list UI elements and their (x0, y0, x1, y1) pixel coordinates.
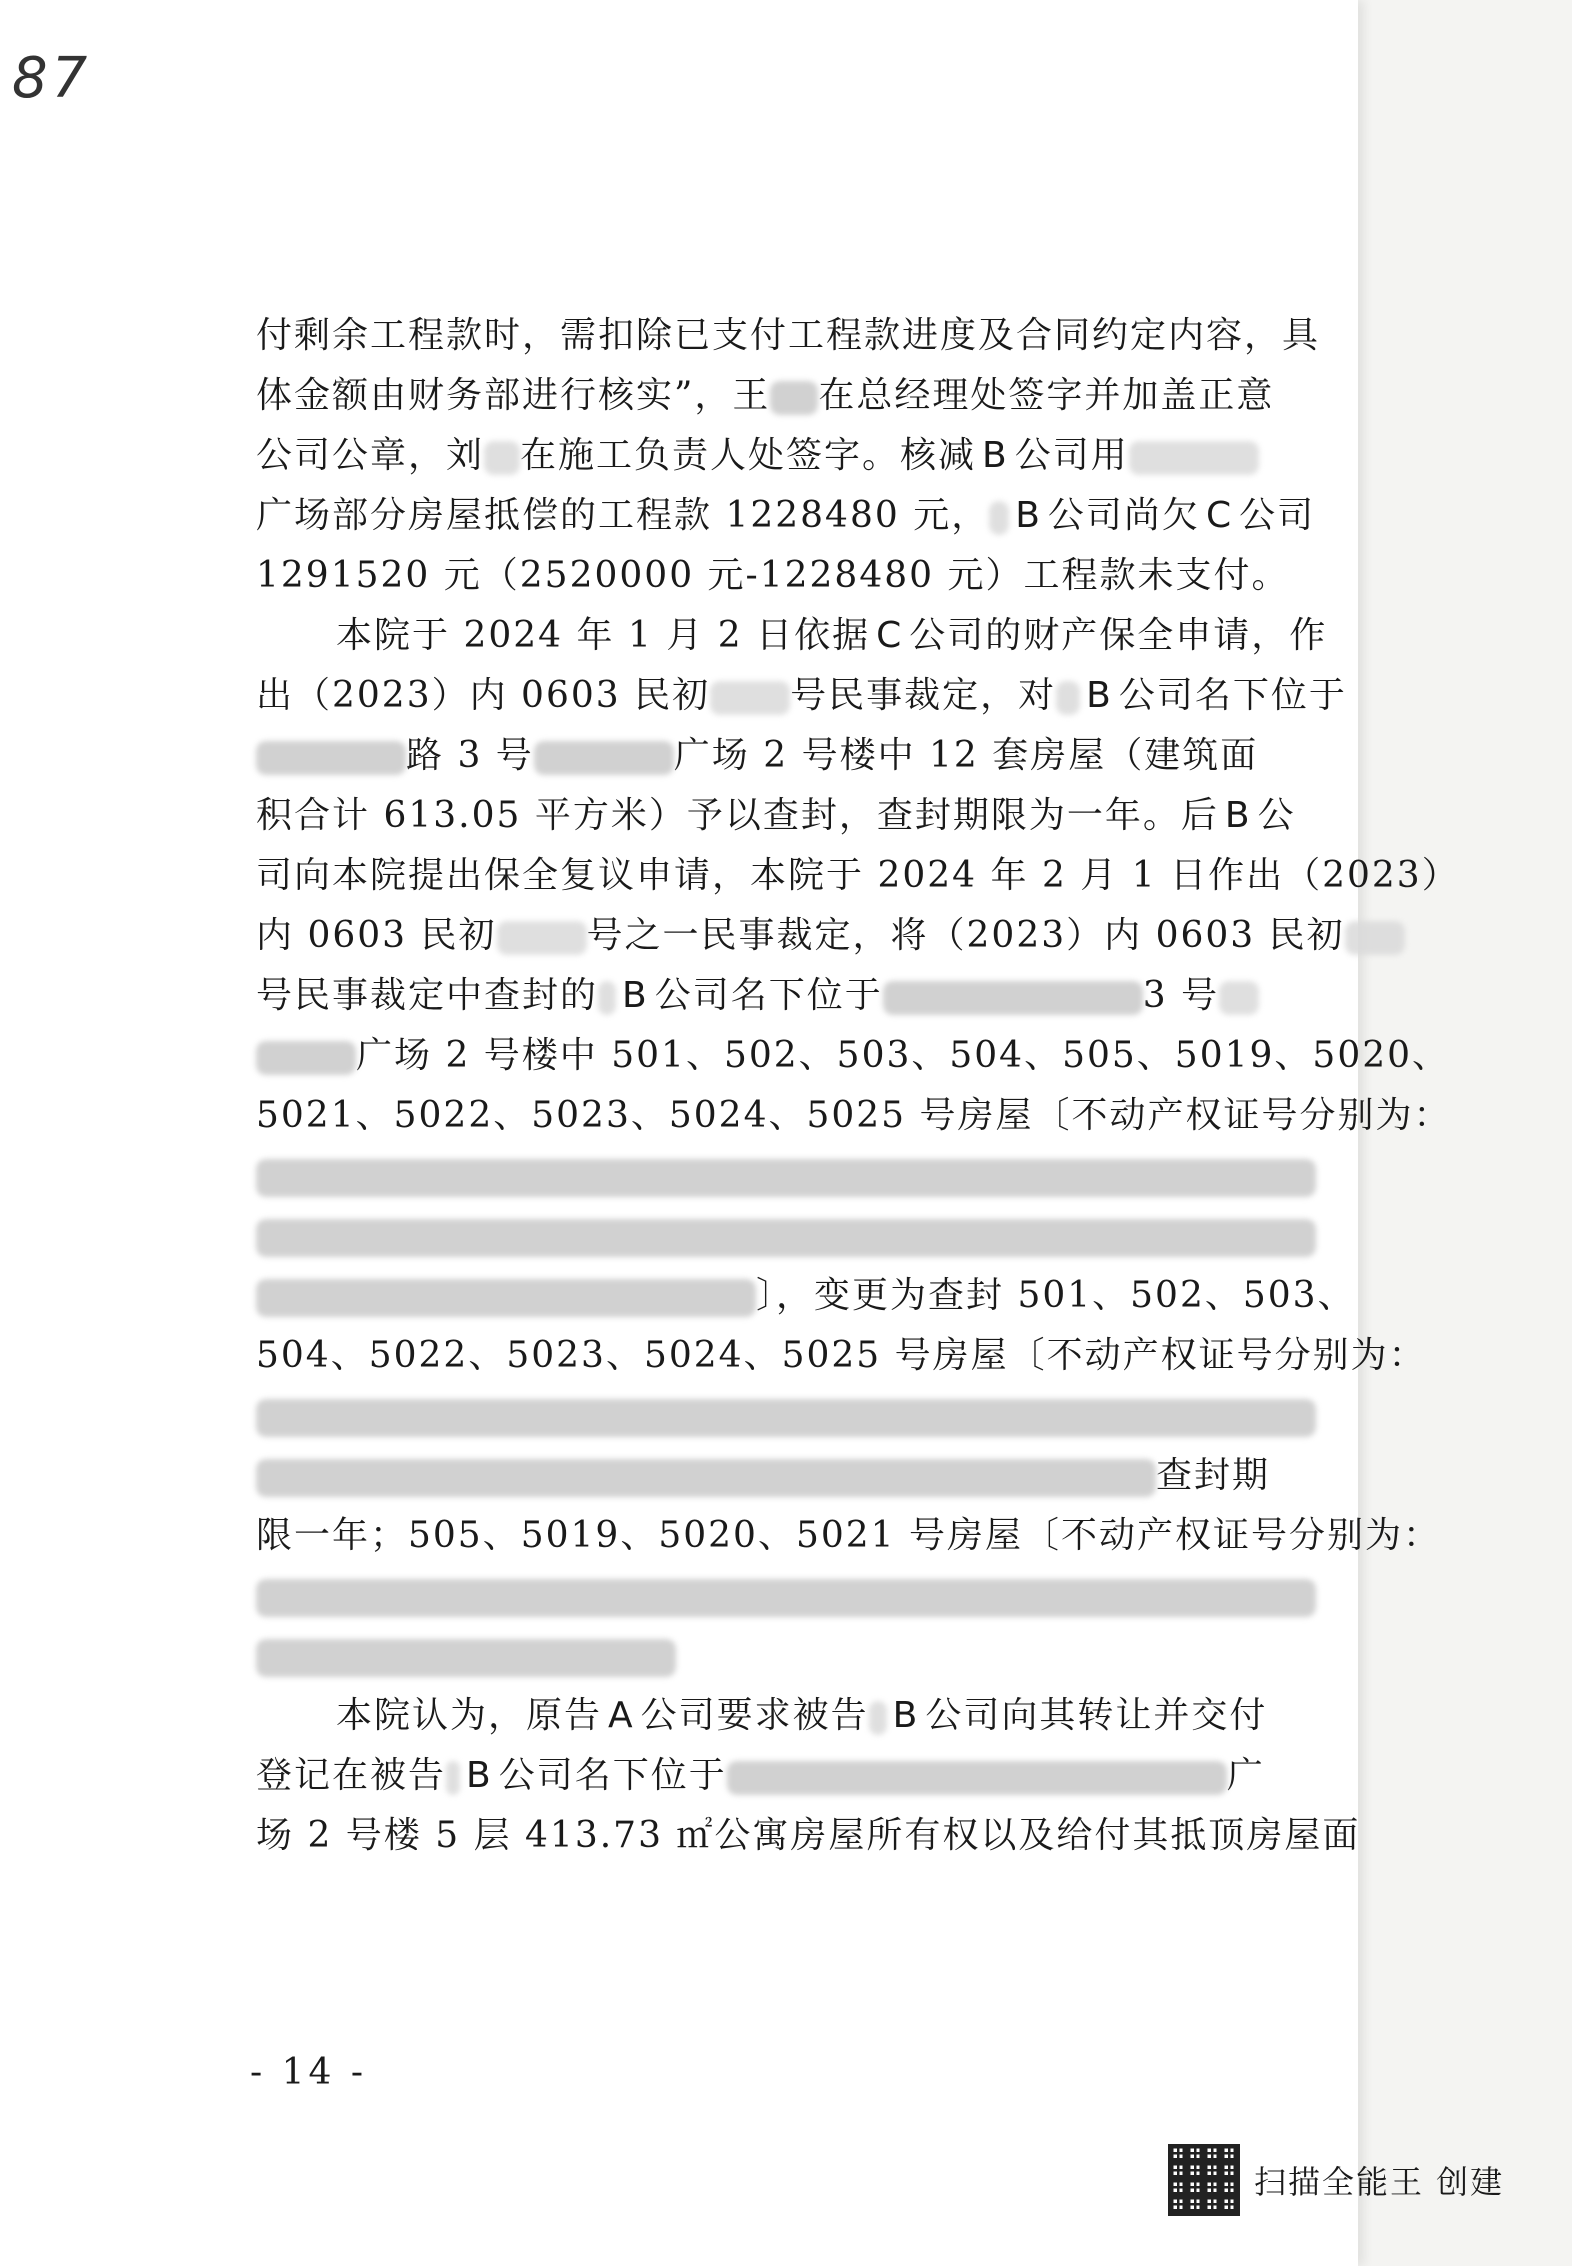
redaction-block (256, 1579, 1316, 1617)
text-line: 号民事裁定中查封的 B 公司名下位于 3 号 (256, 966, 1322, 1026)
text-line: 场 2 号楼 5 层 413.73 ㎡公寓房屋所有权以及给付其抵顶房屋面 (256, 1815, 1361, 1856)
redaction-block (446, 1761, 460, 1795)
party-label: B (466, 1755, 493, 1796)
redaction-block (1129, 441, 1259, 475)
redaction-block (256, 1159, 1316, 1197)
text-line: 限一年；505、5019、5020、5021 号房屋〔不动产权证号分别为： (256, 1515, 1442, 1556)
text-line: 司向本院提出保全复议申请，本院于 2024 年 2 月 1 日作出（2023） (256, 855, 1460, 896)
text-line: 体金额由财务部进行核实”，王 在总经理处签字并加盖正意 (256, 375, 1275, 416)
handwritten-note: 87 (12, 46, 92, 111)
party-label: C (876, 615, 904, 656)
party-label: A (608, 1695, 635, 1736)
party-label: B (1015, 495, 1042, 536)
party-label: C (1205, 495, 1234, 536)
redaction-block (497, 921, 587, 955)
redaction-block (256, 1279, 756, 1317)
text-line: 广场 2 号楼中 501、502、503、504、505、5019、5020、 (256, 1026, 1322, 1086)
redaction-block (1345, 921, 1405, 955)
text-line: 路 3 号 广场 2 号楼中 12 套房屋（建筑面 (256, 726, 1322, 786)
text-line: 广场部分房屋抵偿的工程款 1228480 元， B 公司尚欠 C 公司 (256, 486, 1322, 546)
redaction-block (534, 741, 674, 775)
text-line: 504、5022、5023、5024、5025 号房屋〔不动产权证号分别为： (256, 1335, 1427, 1376)
redaction-block (256, 1399, 1316, 1437)
party-label: B (622, 975, 649, 1016)
redaction-block (256, 1041, 356, 1075)
page-number: - 14 - (250, 2052, 368, 2093)
party-label: B (892, 1695, 920, 1736)
text-line (256, 1386, 1322, 1446)
judgment-body-text (256, 306, 1460, 1866)
redaction-block (256, 1639, 676, 1677)
watermark-label: 扫描全能王 创建 (1254, 2163, 1505, 2201)
text-line: 登记在被告 B 公司名下位于 广 (256, 1746, 1322, 1806)
redaction-block (256, 1219, 1316, 1257)
redaction-block (1056, 681, 1080, 715)
party-label: B (1224, 795, 1252, 836)
text-line: 内 0603 民初 号之一民事裁定，将（2023）内 0603 民初 (256, 906, 1322, 966)
text-line: 1291520 元（2520000 元-1228480 元）工程款未支付。 (256, 555, 1290, 596)
redaction-block (256, 1459, 1156, 1497)
text-line (256, 1626, 1322, 1686)
text-line: 〕，变更为查封 501、502、503、 (256, 1266, 1322, 1326)
text-line: 本院于 2024 年 1 月 2 日依据 C 公司的财产保全申请，作 (256, 606, 1322, 666)
text-line (256, 1206, 1322, 1266)
redaction-block (883, 981, 1143, 1015)
redaction-block (989, 501, 1009, 535)
redaction-block (598, 981, 616, 1015)
text-line: 公司公章，刘 在施工负责人处签字。核减 B 公司用 (256, 426, 1322, 486)
text-line: 本院认为，原告 A 公司要求被告 B 公司向其转让并交付 (256, 1686, 1322, 1746)
redaction-block (770, 381, 818, 415)
text-line: 出（2023）内 0603 民初 号民事裁定，对 B 公司名下位于 (256, 666, 1322, 726)
redaction-block (484, 441, 520, 475)
redaction-block (869, 1701, 887, 1735)
party-label: B (1086, 675, 1113, 716)
text-line: 积合计 613.05 平方米）予以查封，查封期限为一年。后 B 公 (256, 786, 1322, 846)
text-line: 5021、5022、5023、5024、5025 号房屋〔不动产权证号分别为： (256, 1095, 1452, 1136)
text-line: 付剩余工程款时，需扣除已支付工程款进度及合同约定内容，具 (256, 315, 1321, 356)
redaction-block (1219, 981, 1259, 1015)
text-line: 查封期 (256, 1446, 1322, 1506)
text-line (256, 1566, 1322, 1626)
party-label: B (982, 435, 1009, 476)
qr-code-icon (1168, 2144, 1240, 2216)
scanner-watermark (1168, 2144, 1504, 2216)
redaction-block (256, 741, 406, 775)
redaction-block (727, 1761, 1227, 1795)
text-line (256, 1146, 1322, 1206)
redaction-block (710, 681, 790, 715)
